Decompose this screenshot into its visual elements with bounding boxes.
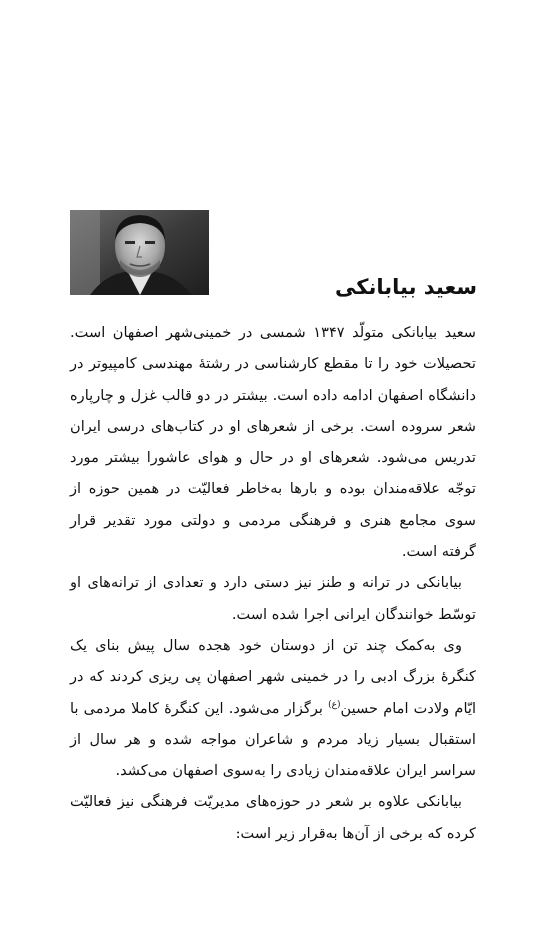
paragraph-3-part-2: برگزار می‌شود. این کنگرهٔ کاملا مردمی با استقبال بسیار زیاد مردم و شاعران مواجه شده و هر سال از سراسر ایران علاقه‌مندان زیادی را به‌سوی اصفهان می‌کشد. — [70, 699, 476, 780]
honorific-superscript: (ع) — [328, 699, 341, 710]
page-title: سعید بیابانکی — [335, 275, 477, 299]
biography-text — [70, 317, 476, 849]
paragraph-3 — [70, 630, 476, 786]
paragraph-1: سعید بیابانکی متولّد ۱۳۴۷ شمسی در خمینی‌شهر اصفهان است. تحصیلات خود را تا مقطع کارشناسی در رشتهٔ مهندسی کامپیوتر در دانشگاه اصفهان ادامه داده است. بیشتر در دو قالب غزل و چارپاره شعر سروده است. برخی از شعرهای او در کتاب‌های درسی ایران تدریس می‌شود. شعرهای او در حال و هوای عاشورا بیشتر مورد توجّه علاقه‌مندان بوده و بارها به‌خاطر فعالیّت در همین حوزه از سوی مجامع هنری و فرهنگی مردمی و دولتی مورد تقدیر قرار گرفته است. — [70, 324, 477, 561]
paragraph-2: بیابانکی در ترانه و طنز نیز دستی دارد و تعدادی از ترانه‌های او توسّط خوانندگان ایرانی اجرا شده است. — [70, 574, 476, 623]
paragraph-4: بیابانکی علاوه بر شعر در حوزه‌های مدیریّت فرهنگی نیز فعالیّت کرده که برخی از آن‌ها به‌قرار زیر است: — [70, 793, 476, 842]
paragraph-3-part-1: وی به‌کمک چند تن از دوستان خود هجده سال پیش بنای یک کنگرهٔ بزرگ ادبی را در خمینی شهر اصفهان پی ریزی کردند که در ایّام ولادت امام حسین — [70, 636, 477, 717]
